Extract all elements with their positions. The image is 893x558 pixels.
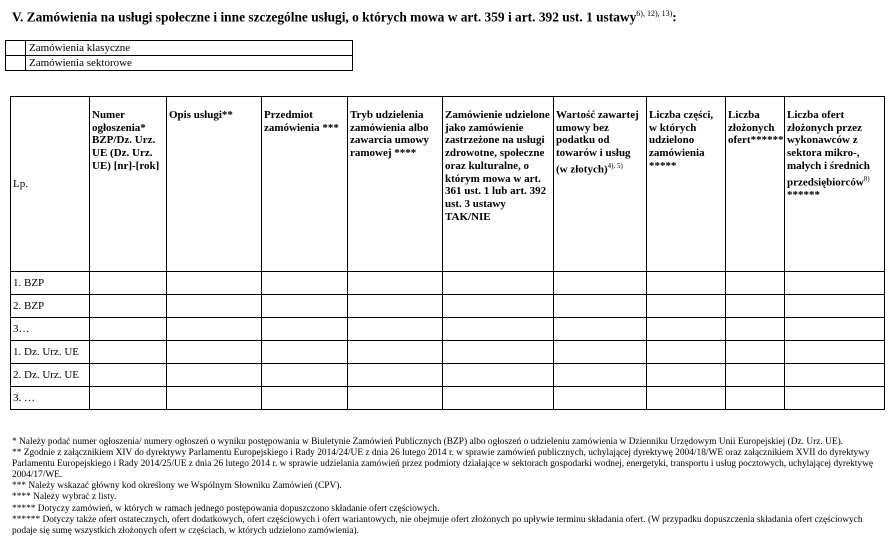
table-input-cell[interactable] xyxy=(647,318,726,341)
contract-type-option xyxy=(6,56,353,71)
header-parts-count: Liczba części, w których udzielono zamówienia ***** xyxy=(647,97,726,272)
contract-type-checklist xyxy=(5,40,353,71)
header-sme-offers xyxy=(785,97,885,272)
header-contract-value-refs: 4), 5) xyxy=(607,161,623,170)
sector-contract-checkbox[interactable] xyxy=(6,56,26,71)
table-input-cell[interactable] xyxy=(90,341,167,364)
table-input-cell[interactable] xyxy=(167,387,262,410)
header-contract-subject: Przedmiot zamówienia *** xyxy=(262,97,348,272)
header-notice-number: Numer ogłoszenia* BZP/Dz. Urz. UE (Dz. Urz. UE) [nr]-[rok] xyxy=(90,97,167,272)
table-input-cell[interactable] xyxy=(785,364,885,387)
table-input-cell[interactable] xyxy=(348,387,443,410)
footnote: * Należy podać numer ogłoszenia/ numery ogłoszeń o wyniku postępowania w Biuletynie Zamówień Publicznych (BZP) albo ogłoszeń o udzieleniu zamówienia w Dzienniku Urzędowym Unii Europejskiej (Dz. Urz. UE). xyxy=(12,437,844,447)
table-input-cell[interactable] xyxy=(262,341,348,364)
table-input-cell[interactable] xyxy=(647,295,726,318)
header-contract-value xyxy=(554,97,647,272)
section-heading xyxy=(12,9,882,25)
table-input-cell[interactable] xyxy=(554,387,647,410)
table-input-cell[interactable] xyxy=(785,387,885,410)
classic-contract-checkbox[interactable] xyxy=(6,41,26,56)
sector-contract-label: Zamówienia sektorowe xyxy=(26,56,353,71)
table-input-cell[interactable] xyxy=(167,295,262,318)
table-input-cell[interactable] xyxy=(785,272,885,295)
table-input-cell[interactable] xyxy=(554,295,647,318)
footnote: **** Należy wybrać z listy. xyxy=(12,492,117,503)
row-lp-cell: 2. Dz. Urz. UE xyxy=(11,364,90,387)
header-contract-value-text: Wartość zawartej umowy bez podatku od towarów i usług (w złotych) xyxy=(556,109,639,176)
table-input-cell[interactable] xyxy=(554,341,647,364)
table-input-cell[interactable] xyxy=(90,364,167,387)
table-row xyxy=(11,387,885,410)
table-input-cell[interactable] xyxy=(167,341,262,364)
section-heading-refs: 6), 12), 13) xyxy=(636,9,673,18)
table-input-cell[interactable] xyxy=(554,364,647,387)
table-input-cell[interactable] xyxy=(647,272,726,295)
header-reserved-contract: Zamówienie udzielone jako zamówienie zastrzeżone na usługi zdrowotne, społeczne oraz kulturalne, o którym mowa w art. 361 ust. 1 lub art. 392 ust. 3 ustawy TAK/NIE xyxy=(443,97,554,272)
contracts-table xyxy=(10,96,885,410)
table-row xyxy=(11,295,885,318)
table-row xyxy=(11,341,885,364)
header-award-procedure: Tryb udzielenia zamówienia albo zawarcia umowy ramowej **** xyxy=(348,97,443,272)
table-input-cell[interactable] xyxy=(726,364,785,387)
table-row xyxy=(11,272,885,295)
table-input-cell[interactable] xyxy=(785,341,885,364)
table-input-cell[interactable] xyxy=(167,318,262,341)
row-lp-cell: 1. BZP xyxy=(11,272,90,295)
table-input-cell[interactable] xyxy=(348,272,443,295)
table-input-cell[interactable] xyxy=(262,295,348,318)
table-input-cell[interactable] xyxy=(726,272,785,295)
table-input-cell[interactable] xyxy=(443,364,554,387)
header-service-description: Opis usługi** xyxy=(167,97,262,272)
table-input-cell[interactable] xyxy=(443,295,554,318)
row-lp-cell: 3. … xyxy=(11,387,90,410)
footnote: ***** Dotyczy zamówień, w których w ramach jednego postępowania dopuszczono składanie ofert częściowych. xyxy=(12,503,440,514)
table-body xyxy=(11,272,885,410)
table-input-cell[interactable] xyxy=(262,272,348,295)
table-input-cell[interactable] xyxy=(262,364,348,387)
table-input-cell[interactable] xyxy=(90,387,167,410)
table-input-cell[interactable] xyxy=(443,341,554,364)
table-input-cell[interactable] xyxy=(554,318,647,341)
table-input-cell[interactable] xyxy=(726,318,785,341)
contract-type-option xyxy=(6,41,353,56)
footnote: *** Należy wskazać główny kod określony we Wspólnym Słowniku Zamówień (CPV). xyxy=(12,481,342,492)
table-input-cell[interactable] xyxy=(443,387,554,410)
table-input-cell[interactable] xyxy=(90,272,167,295)
table-input-cell[interactable] xyxy=(647,387,726,410)
table-input-cell[interactable] xyxy=(726,341,785,364)
table-input-cell[interactable] xyxy=(262,387,348,410)
table-input-cell[interactable] xyxy=(262,318,348,341)
table-input-cell[interactable] xyxy=(167,272,262,295)
footnote: ** Zgodnie z załącznikiem XIV do dyrektywy Parlamentu Europejskiego i Rady 2014/24/UE z dnia 26 lutego 2014 r. w sprawie zamówień publicznych, uchylającej dyrektywę 2004/18/WE oraz załącznikiem XVII do dyrektywy Parlamentu Europejskiego i Rady 2014/25/UE z dnia 26 lutego 2014 r. w sprawie udzielania zamówień przez podmioty działające w sektorach gospodarki wodnej, energetyki, transportu i usług pocztowych, uchylającej dyrektywę 2004/17/WE. xyxy=(12,448,874,481)
table-input-cell[interactable] xyxy=(726,295,785,318)
header-offers-count: Liczba złożonych ofert****** xyxy=(726,97,785,272)
table-input-cell[interactable] xyxy=(348,318,443,341)
header-sme-offers-suffix: ****** xyxy=(787,188,820,201)
header-sme-offers-ref: 8) xyxy=(863,174,870,183)
table-input-cell[interactable] xyxy=(348,295,443,318)
table-input-cell[interactable] xyxy=(554,272,647,295)
table-input-cell[interactable] xyxy=(348,341,443,364)
row-lp-cell: 2. BZP xyxy=(11,295,90,318)
footnote: ****** Dotyczy także ofert ostatecznych, ofert dodatkowych, ofert częściowych i ofert wariantowych, nie obejmuje ofert złożonych po upływie terminu składania ofert. (W przypadku dopuszczenia składania ofert częściowych podaje się sumę wszystkich złożonych ofert w częściach, w których udzielono zamówienia). xyxy=(12,514,863,536)
classic-contract-label: Zamówienia klasyczne xyxy=(26,41,353,56)
table-input-cell[interactable] xyxy=(443,272,554,295)
table-header-row xyxy=(11,97,885,272)
table-row xyxy=(11,318,885,341)
table-input-cell[interactable] xyxy=(90,295,167,318)
table-input-cell[interactable] xyxy=(167,364,262,387)
table-input-cell[interactable] xyxy=(785,318,885,341)
table-input-cell[interactable] xyxy=(726,387,785,410)
table-input-cell[interactable] xyxy=(348,364,443,387)
row-lp-cell: 1. Dz. Urz. UE xyxy=(11,341,90,364)
footnotes xyxy=(12,437,882,537)
section-heading-suffix: : xyxy=(672,9,677,25)
table-input-cell[interactable] xyxy=(443,318,554,341)
header-lp: Lp. xyxy=(11,97,90,272)
header-sme-offers-text: Liczba ofert złożonych przez wykonawców z sektora mikro-, małych i średnich przedsiębiorców xyxy=(787,109,870,189)
table-input-cell[interactable] xyxy=(90,318,167,341)
table-input-cell[interactable] xyxy=(647,341,726,364)
table-input-cell[interactable] xyxy=(647,364,726,387)
table-row xyxy=(11,364,885,387)
table-input-cell[interactable] xyxy=(785,295,885,318)
section-heading-text: V. Zamówienia na usługi społeczne i inne szczególne usługi, o których mowa w art. 359 i art. 392 ust. 1 ustawy xyxy=(12,9,637,25)
row-lp-cell: 3… xyxy=(11,318,90,341)
